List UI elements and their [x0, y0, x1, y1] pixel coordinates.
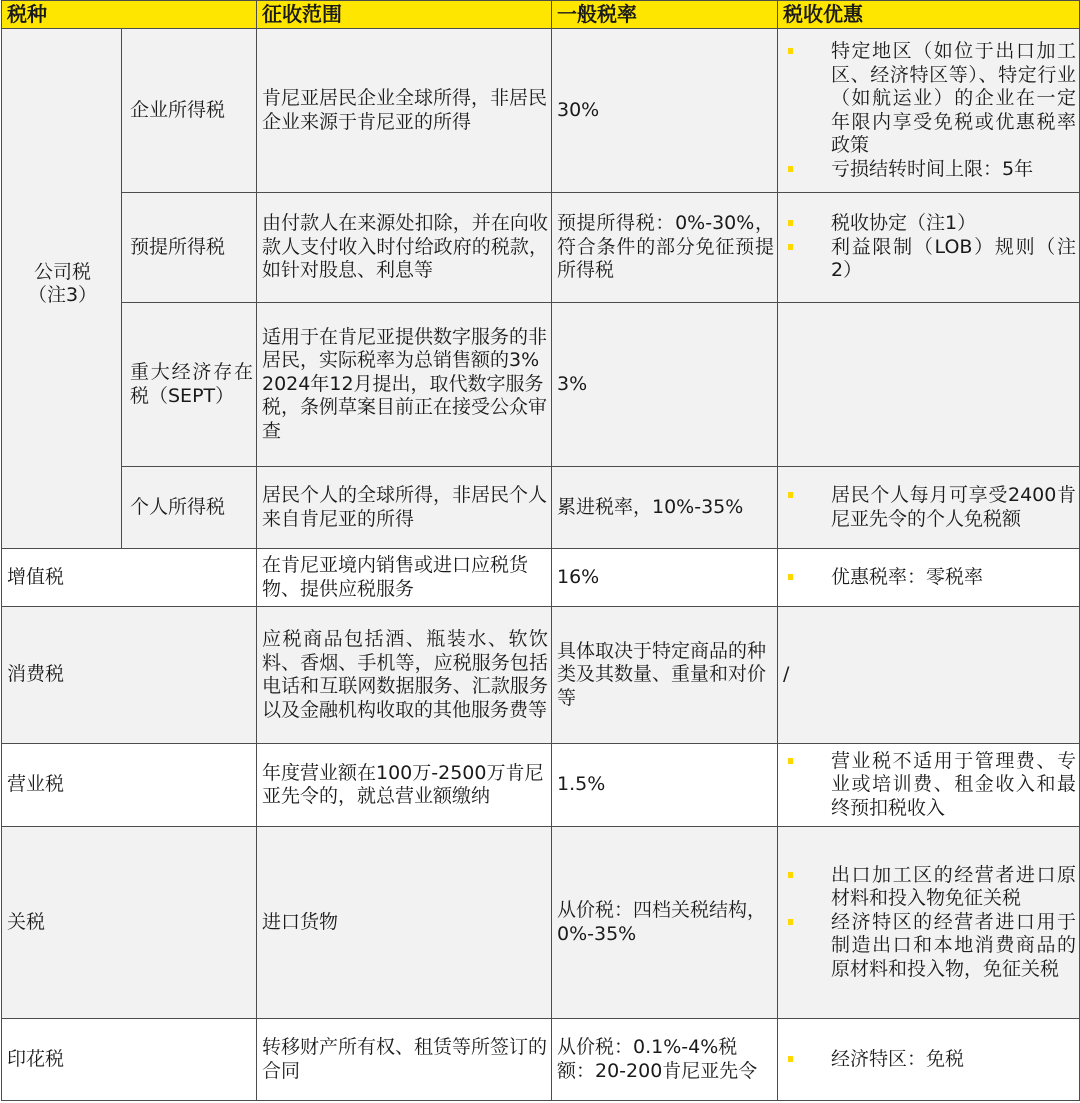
incentive-cell — [778, 193, 1080, 303]
subtax-name: 企业所得税 — [122, 29, 257, 193]
rate-cell: 从价税：0.1%-4%税额：20-200肯尼亚先令 — [552, 1019, 778, 1101]
incentive-item: 出口加工区的经营者进口原材料和投入物免征关税 — [783, 864, 1076, 911]
rate-cell: 1.5% — [552, 744, 778, 827]
corporate-tax-note: （注3） — [27, 284, 98, 306]
rate-cell: 具体取决于特定商品的种类及其数量、重量和对价等 — [552, 607, 778, 744]
incentive-cell — [778, 744, 1080, 827]
subtax-name: 个人所得税 — [122, 467, 257, 549]
scope-cell: 年度营业额在100万-2500万肯尼亚先令的，就总营业额缴纳 — [257, 744, 552, 827]
incentive-item: 利益限制（LOB）规则（注2） — [783, 236, 1076, 283]
header-scope: 征收范围 — [257, 1, 552, 29]
rate-cell: 3% — [552, 303, 778, 467]
table-row — [2, 1019, 1080, 1101]
corporate-tax-cell — [2, 29, 122, 549]
scope-cell: 在肯尼亚境内销售或进口应税货物、提供应税服务 — [257, 549, 552, 607]
incentive-item: 特定地区（如位于出口加工区、经济特区等）、特定行业（如航运业）的企业在一定年限内享受免税或优惠税率政策 — [783, 40, 1076, 158]
table-row — [2, 549, 1080, 607]
rate-cell: 16% — [552, 549, 778, 607]
incentive-item: 居民个人每月可享受2400肯尼亚先令的个人免税额 — [783, 484, 1076, 531]
table-row — [2, 467, 1080, 549]
scope-line: 适用于在肯尼亚提供数字服务的非居民，实际税率为总销售额的3% — [262, 325, 548, 372]
scope-cell: 居民个人的全球所得，非居民个人来自肯尼亚的所得 — [257, 467, 552, 549]
tax-name: 印花税 — [2, 1019, 257, 1101]
table-row — [2, 607, 1080, 744]
scope-cell: 应税商品包括酒、瓶装水、软饮料、香烟、手机等，应税服务包括电话和互联网数据服务、汇款服务以及金融机构收取的其他服务费等 — [257, 607, 552, 744]
scope-cell: 进口货物 — [257, 827, 552, 1019]
incentive-item: 营业税不适用于管理费、专业或培训费、租金收入和最终预扣税收入 — [783, 750, 1076, 821]
incentive-item: 优惠税率：零税率 — [783, 566, 1076, 590]
rate-cell: 预提所得税：0%-30%，符合条件的部分免征预提所得税 — [552, 193, 778, 303]
scope-line: 2024年12月提出，取代数字服务税，条例草案目前正在接受公众审查 — [262, 372, 548, 442]
table-row — [2, 827, 1080, 1019]
subtax-name: 重大经济存在税（SEPT） — [122, 303, 257, 467]
incentive-cell — [778, 29, 1080, 193]
table-row — [2, 744, 1080, 827]
scope-cell: 肯尼亚居民企业全球所得，非居民企业来源于肯尼亚的所得 — [257, 29, 552, 193]
subtax-name: 预提所得税 — [122, 193, 257, 303]
incentive-cell — [778, 467, 1080, 549]
corporate-tax-label: 公司税 — [33, 260, 91, 283]
incentive-cell: / — [778, 607, 1080, 744]
header-tax-type: 税种 — [2, 1, 257, 29]
tax-name: 增值税 — [2, 549, 257, 607]
rate-cell: 累进税率，10%-35% — [552, 467, 778, 549]
header-incentive: 税收优惠 — [778, 1, 1080, 29]
rate-cell: 从价税：四档关税结构，0%-35% — [552, 827, 778, 1019]
incentive-cell — [778, 1019, 1080, 1101]
rate-cell: 30% — [552, 29, 778, 193]
incentive-item: 经济特区：免税 — [783, 1048, 1076, 1072]
tax-name: 关税 — [2, 827, 257, 1019]
table-row — [2, 303, 1080, 467]
table-row — [2, 29, 1080, 193]
incentive-item: 亏损结转时间上限：5年 — [783, 158, 1076, 182]
header-rate: 一般税率 — [552, 1, 778, 29]
incentive-item: 税收协定（注1） — [783, 212, 1076, 236]
incentive-cell — [778, 303, 1080, 467]
scope-cell: 由付款人在来源处扣除，并在向收款人支付收入时付给政府的税款，如针对股息、利息等 — [257, 193, 552, 303]
scope-cell: 转移财产所有权、租赁等所签订的合同 — [257, 1019, 552, 1101]
tax-name: 营业税 — [2, 744, 257, 827]
table-row — [2, 193, 1080, 303]
header-row — [2, 1, 1080, 29]
incentive-item: 经济特区的经营者进口用于制造出口和本地消费商品的原材料和投入物，免征关税 — [783, 911, 1076, 982]
incentive-cell — [778, 827, 1080, 1019]
scope-cell — [257, 303, 552, 467]
incentive-cell — [778, 549, 1080, 607]
tax-name: 消费税 — [2, 607, 257, 744]
tax-table — [1, 0, 1080, 1101]
